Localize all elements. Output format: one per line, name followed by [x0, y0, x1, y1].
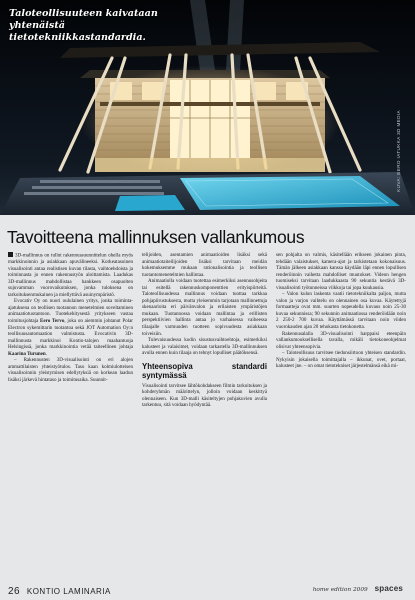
paragraph: Tulevaisuudessa kodin sisustusvaihtoehtoja, esimerkiksi kalusteet ja valaisimet, voidaan tarkastella 3D-mallinnuksen avulla ennen kuin tilaaja on tehnyt lopulliset päätöksensä. — [142, 337, 267, 357]
ground-floor-light — [95, 158, 325, 172]
roof-overhang — [60, 42, 380, 58]
steps — [24, 180, 164, 195]
paragraph: Evocativ Oy on nuori oululainen yritys, jonka toiminta-ajatuksena on teollisen tuotannon menetelmien soveltaminen animaatiotuotantoon. Tuotekehitysestä yritykseen vastaa toimitusjohtaja Eero Tervo, joka on aiemmin johtanut Polar Electron sykemittarin tuotantoa sekä JOT Automation Oy:n teollisuusautomaation valmistusta. Evocativin 3D-mallinnusta markkinoi Kontio-talojen maahantuoja Helsingissä, jonka markkinointia vetää taiteellinen johtaja Kaarina Turunen. — [8, 298, 133, 357]
paragraph: Rakennusalalla 3D-visualisointi harppaisi eteenpäin vallankumouksellisella tavalla, mikäli tietokoneohjelmat olisivat yhteensopivia. — [276, 330, 406, 350]
article-column-2 — [142, 252, 267, 409]
paragraph: 3D-mallinnus on tullut rakennussuunnittelun ohella myös markkinoinnin ja asiakkaan apuvälineeksi. Korkeatasoinen visualisointi antaa realistisen kuvan tilasta, vaihtoehdoista ja toiminnasta jo ennen rakennustyön aloittamista. Laadukas 3D-mallinnus mahdollistaa hankkeen osapuolten sujuvamman vuorovaikutuksen, jonka tuloksena on tarkoituksenmukainen ja miellyttävä asuinympäristö. — [8, 252, 133, 298]
paragraph: Visualisointi tarvitsee lähtökohdakseen filmin tarkoituksen ja kohderyhmän määrittelyn, jolloin voidaan keskittyä olennaiseen. Kun 3D-malli käsiteltyjen pohjakuvien avulla tarkentuu, sitä voidaan hyödyntää. — [142, 382, 267, 409]
article-column-3 — [276, 252, 406, 370]
hero-caption: Taloteollisuuteen kaivataan yhtenäistä tietotekniikkastandardia. — [9, 8, 158, 43]
page-number: 26 — [8, 586, 21, 597]
paragraph: – Taloteollisuus tarvitsee tiedonsiirtoon yhteisen standardin. Nykyisin jokaisella toimittajalla – ikkunat, ovet, portaat, kalusteet jne. – on omat tietotekniset järjestelmänsä eikä mi- — [276, 350, 406, 370]
footer-right — [313, 584, 403, 593]
paragraph: Animaatiolla voidaan tuotettaa esimerkiksi asennusohjeita tai esitellä rakennuskomponenttien erityispiirteitä. Taloteollisuudessa mallinnus voidaan tuottaa tarkkaa pohjapiirustuksesta, mutta yleisemmin tarjotaan mallinnettuja skenaarioita eri päivänvalon ja erilaisten ympäristöjen mukaan. Tuotannossa voidaan mallintaa ja erillisten perspektiivien hallinta antaa jo varhaisessa vaiheessa tilaajalle varmuuden tuotteen sopivuudesta asiakkaan toiveisiin. — [142, 278, 267, 337]
balcony — [100, 102, 320, 106]
paragraph: – Valon kulun laskenta vaatii tietotekniikalta paljon, mutta valon ja varjon vaihtelu on olennainen osa kuvaa. Käytettyjä formaatteja ovat mm. suurten nopeudella kuvaus noin 25-30 kuvaa sekunnissa; 90 sekunnin animaatiossa renderöidään noin 2 250-2 700 kuvaa. Käyttämässä tarvitaan noin viiden vuorokauden ajan 20 tehokasta tietokonetta. — [276, 291, 406, 331]
paragraph: – Rakennusten 3D-visualisointi on eri alojen ammattilaisten yhteistyötulos. Taso kaan kolmiulotteisen visualisoinnin yleistymisen edellytyksiä on korkean laadun lisäksi järkevä hintataso ja toimitusaika. Suunnit- — [8, 357, 133, 383]
brand-logo: spaces — [374, 584, 403, 593]
hero-photo — [0, 0, 415, 215]
magazine-name: KONTIO LAMINARIA — [26, 587, 111, 596]
small-pool — [115, 195, 185, 211]
article-column-1 — [8, 252, 133, 383]
photo-credit: KUVA: EERO IATUKKA 3D MEDIA — [396, 110, 401, 192]
paragraph: telijoiden, asentamien animaatioiden lisäksi sekä animaatiotaiteilijoiden lisäksi tarvitaan meidän kokemuksemme mukaan rationalisointia ja teollisen tuotantomenetelmien hallintaa. — [142, 252, 267, 278]
light-beams — [190, 0, 244, 70]
edition-label: home edition 2009 — [312, 587, 368, 593]
paragraph: sen pohjalta on valmis, käsitellään erikseen jokainen pinta, tehdään valaistukset, kamera-ajot ja tarkistetaan kokonaisuus. Tämän jälkeen asiakkaan kanssa käydään läpi ennen lopullisen renderöinnin vaihetta mahdolliset muutokset. Videon hengen tuomiseksi tarvitaan laadukkaasta 90 sekuntia kestävä 3D-visualisointi työtunneissa viikkoja tai jopa kuukausia. — [276, 252, 406, 291]
subheading: Yhteensopiva standardi syntymässä — [142, 361, 267, 380]
start-square-icon — [8, 252, 13, 257]
footer-left — [8, 586, 111, 597]
article-headline: Tavoitteena mallinnuksen vallankumous — [7, 227, 305, 247]
